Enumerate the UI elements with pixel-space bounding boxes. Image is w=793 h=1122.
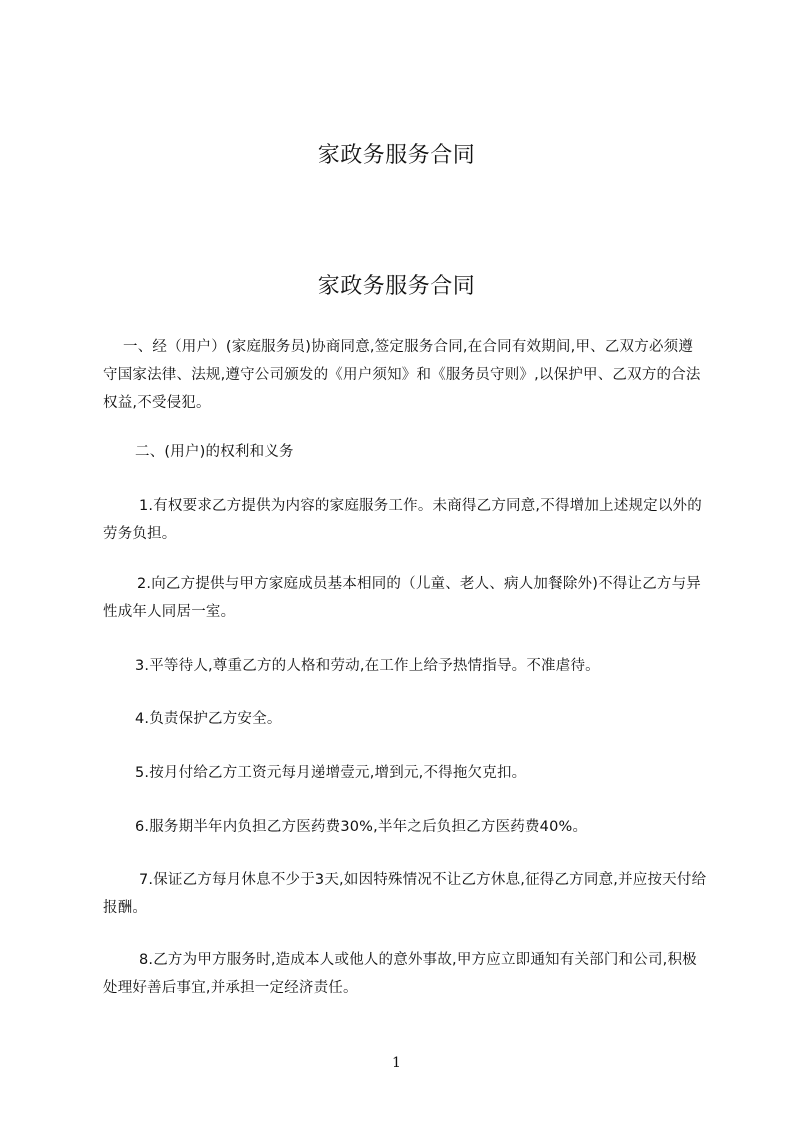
paragraph-agreement: 一、经（用户）(家庭服务员)协商同意,签定服务合同,在合同有效期间,甲、乙双方必须遵守国家法律、法规,遵守公司颁发的《用户须知》和《服务员守则》,以保护甲、乙双方的合法权益,不受侵犯。: [103, 339, 701, 411]
cover-title: 家政务服务合同: [317, 143, 476, 168]
page-number: 1: [392, 1055, 401, 1071]
clause-1: 1.有权要求乙方提供为内容的家庭服务工作。未商得乙方同意,不得增加上述规定以外的劳务负担。: [103, 498, 702, 542]
contract-title: 家政务服务合同: [317, 274, 476, 299]
paragraph-user-rights-heading: 二、(用户)的权利和义务: [135, 444, 294, 460]
clause-2: 2.向乙方提供与甲方家庭成员基本相同的（儿童、老人、病人加餐除外)不得让乙方与异性成年人同居一室。: [103, 576, 701, 620]
clause-3: 3.平等待人,尊重乙方的人格和劳动,在工作上给予热情指导。不准虐待。: [135, 658, 600, 674]
clause-5: 5.按月付给乙方工资元每月递增壹元,增到元,不得拖欠克扣。: [135, 765, 527, 781]
clause-4: 4.负责保护乙方安全。: [135, 711, 282, 727]
clause-6: 6.服务期半年内负担乙方医药费30%,半年之后负担乙方医药费40%。: [135, 819, 588, 835]
clause-7: 7.保证乙方每月休息不少于3天,如因特殊情况不让乙方休息,征得乙方同意,并应按天付给报酬。: [103, 872, 707, 916]
clause-8: 8.乙方为甲方服务时,造成本人或他人的意外事故,甲方应立即通知有关部门和公司,积极处理好善后事宜,并承担一定经济责任。: [103, 952, 697, 996]
